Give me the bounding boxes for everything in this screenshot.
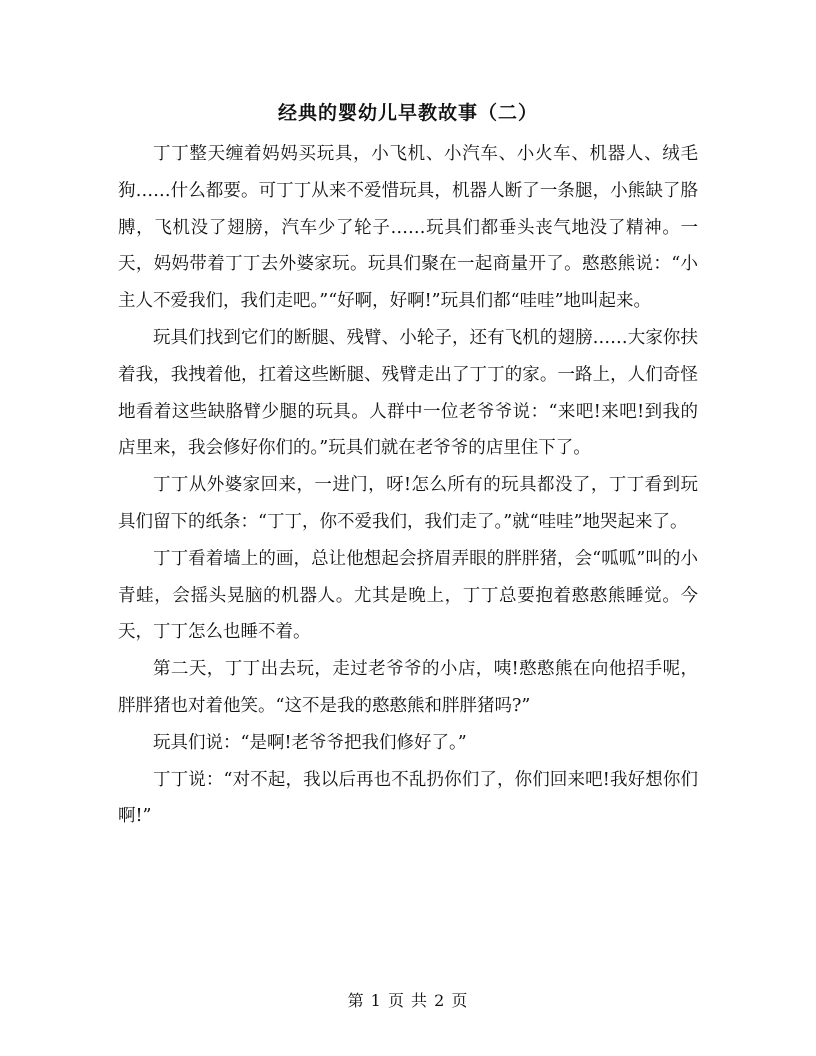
paragraph: 第二天，丁丁出去玩，走过老爷爷的小店，咦!憨憨熊在向他招手呢，胖胖猪也对着他笑。“这不是我的憨憨熊和胖胖猪吗?” <box>118 659 698 716</box>
paragraph: 玩具们说：“是啊!老爷爷把我们修好了。” <box>153 732 467 753</box>
paragraph: 丁丁看着墙上的画，总让他想起会挤眉弄眼的胖胖猪，会“呱呱”叫的小青蛙，会摇头晃脑的机器人。尤其是晚上，丁丁总要抱着憨憨熊睡觉。今天，丁丁怎么也睡不着。 <box>118 548 698 643</box>
paragraph: 丁丁整天缠着妈妈买玩具，小飞机、小汽车、小火车、机器人、绒毛狗……什么都要。可丁丁从来不爱惜玩具，机器人断了一条腿，小熊缺了胳膊，飞机没了翅膀，汽车少了轮子……玩具们都垂头丧气地没了精神。一天，妈妈带着丁丁去外婆家玩。玩具们聚在一起商量开了。憨憨熊说：“小主人不爱我们，我们走吧。”“好啊，好啊!”玩具们都“哇哇”地叫起来。 <box>118 144 698 312</box>
paragraph: 丁丁说：“对不起，我以后再也不乱扔你们了，你们回来吧!我好想你们啊!” <box>118 769 698 827</box>
paragraph: 玩具们找到它们的断腿、残臂、小轮子，还有飞机的翅膀……大家你扶着我，我拽着他，扛着这些断腿、残臂走出了丁丁的家。一路上，人们奇怪地看着这些缺胳臂少腿的玩具。人群中一位老爷爷说：“来吧!来吧!到我的店里来，我会修好你们的。”玩具们就在老爷爷的店里住下了。 <box>118 327 698 459</box>
document-title: 经典的婴幼儿早教故事（二） <box>277 102 538 124</box>
document-body <box>118 136 698 835</box>
page-footer: 第 1 页 共 2 页 <box>347 991 469 1010</box>
paragraph: 丁丁从外婆家回来，一进门，呀!怎么所有的玩具都没了，丁丁看到玩具们留下的纸条：“丁丁，你不爱我们，我们走了。”就“哇哇”地哭起来了。 <box>118 475 698 532</box>
